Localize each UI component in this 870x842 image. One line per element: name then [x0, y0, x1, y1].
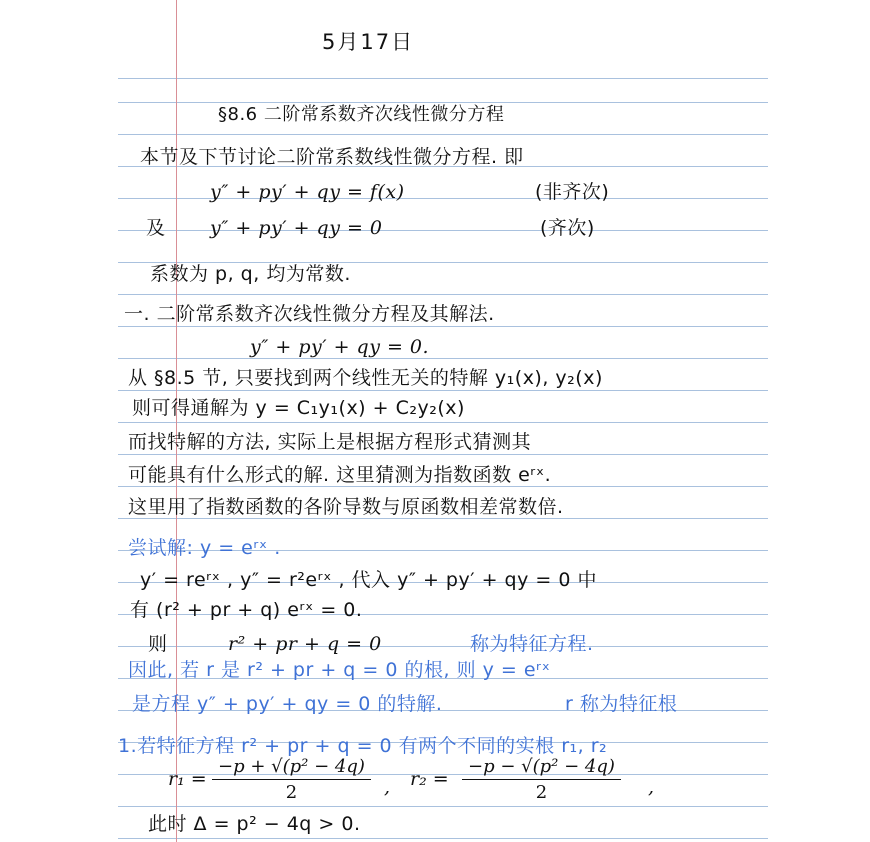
root-two-label: r₂ =	[410, 768, 449, 790]
particular-solution-line: 是方程 y″ + py′ + qy = 0 的特解.	[132, 693, 443, 715]
ruled-line	[118, 838, 768, 839]
nonhomogeneous-tag: (非齐次)	[535, 181, 610, 203]
root-two-denominator: 2	[535, 782, 548, 803]
homogeneous-equation: y″ + py′ + qy = 0	[210, 217, 383, 239]
hence-line: 因此, 若 r 是 r² + pr + q = 0 的根, 则 y = eʳˣ	[128, 659, 551, 681]
then-label: 则	[148, 633, 168, 655]
method-line-3: 这里用了指数函数的各阶导数与原函数相差常数倍.	[128, 496, 564, 518]
characteristic-root-name: r 称为特征根	[565, 693, 678, 715]
derivatives-line: y′ = reʳˣ , y″ = r²eʳˣ , 代入 y″ + py′ + qy = 0 中	[140, 569, 597, 591]
root-one-fraction	[212, 756, 371, 803]
root-two-numerator: −p − √(p² − 4q)	[462, 756, 621, 780]
ruled-line	[118, 646, 768, 647]
section-one-title: 一. 二阶常系数齐次线性微分方程及其解法.	[124, 303, 495, 325]
section-heading: §8.6 二阶常系数齐次线性微分方程	[218, 104, 505, 125]
ruled-line	[118, 806, 768, 807]
from-previous-section: 从 §8.5 节, 只要找到两个线性无关的特解 y₁(x), y₂(x)	[128, 367, 603, 389]
ruled-line	[118, 390, 768, 391]
root-one-denominator: 2	[285, 782, 298, 803]
trial-solution: 尝试解: y = eʳˣ .	[128, 537, 281, 559]
comma: ,	[384, 776, 391, 798]
characteristic-equation-name: 称为特征方程.	[470, 633, 594, 655]
comma: ,	[648, 776, 655, 798]
ruled-line	[118, 134, 768, 135]
discriminant-condition: 此时 Δ = p² − 4q > 0.	[148, 813, 361, 835]
ruled-line	[118, 78, 768, 79]
ruled-line	[118, 326, 768, 327]
ruled-line	[118, 294, 768, 295]
note-date: 5月17日	[322, 30, 415, 54]
root-two-fraction	[462, 756, 621, 803]
nonhomogeneous-equation: y″ + py′ + qy = f(x)	[210, 181, 405, 203]
root-one-numerator: −p + √(p² − 4q)	[212, 756, 371, 780]
ruled-line	[118, 422, 768, 423]
root-one-label: r₁ =	[168, 768, 207, 790]
method-line-1: 而找特解的方法, 实际上是根据方程形式猜测其	[128, 431, 532, 453]
method-line-2: 可能具有什么形式的解. 这里猜测为指数函数 eʳˣ.	[128, 464, 552, 486]
substituted-equation: 有 (r² + pr + q) eʳˣ = 0.	[130, 599, 363, 621]
homogeneous-tag: (齐次)	[540, 217, 595, 239]
general-solution: 则可得通解为 y = C₁y₁(x) + C₂y₂(x)	[132, 397, 465, 419]
ruled-line	[118, 454, 768, 455]
characteristic-equation: r² + pr + q = 0	[228, 633, 382, 655]
main-equation: y″ + py′ + qy = 0.	[250, 336, 430, 358]
intro-line: 本节及下节讨论二阶常系数线性微分方程. 即	[140, 146, 524, 168]
ruled-line	[118, 358, 768, 359]
case-one-line: 1.若特征方程 r² + pr + q = 0 有两个不同的实根 r₁, r₂	[118, 735, 608, 757]
and-label: 及	[146, 217, 166, 239]
coefficient-note: 系数为 p, q, 均为常数.	[150, 263, 351, 285]
